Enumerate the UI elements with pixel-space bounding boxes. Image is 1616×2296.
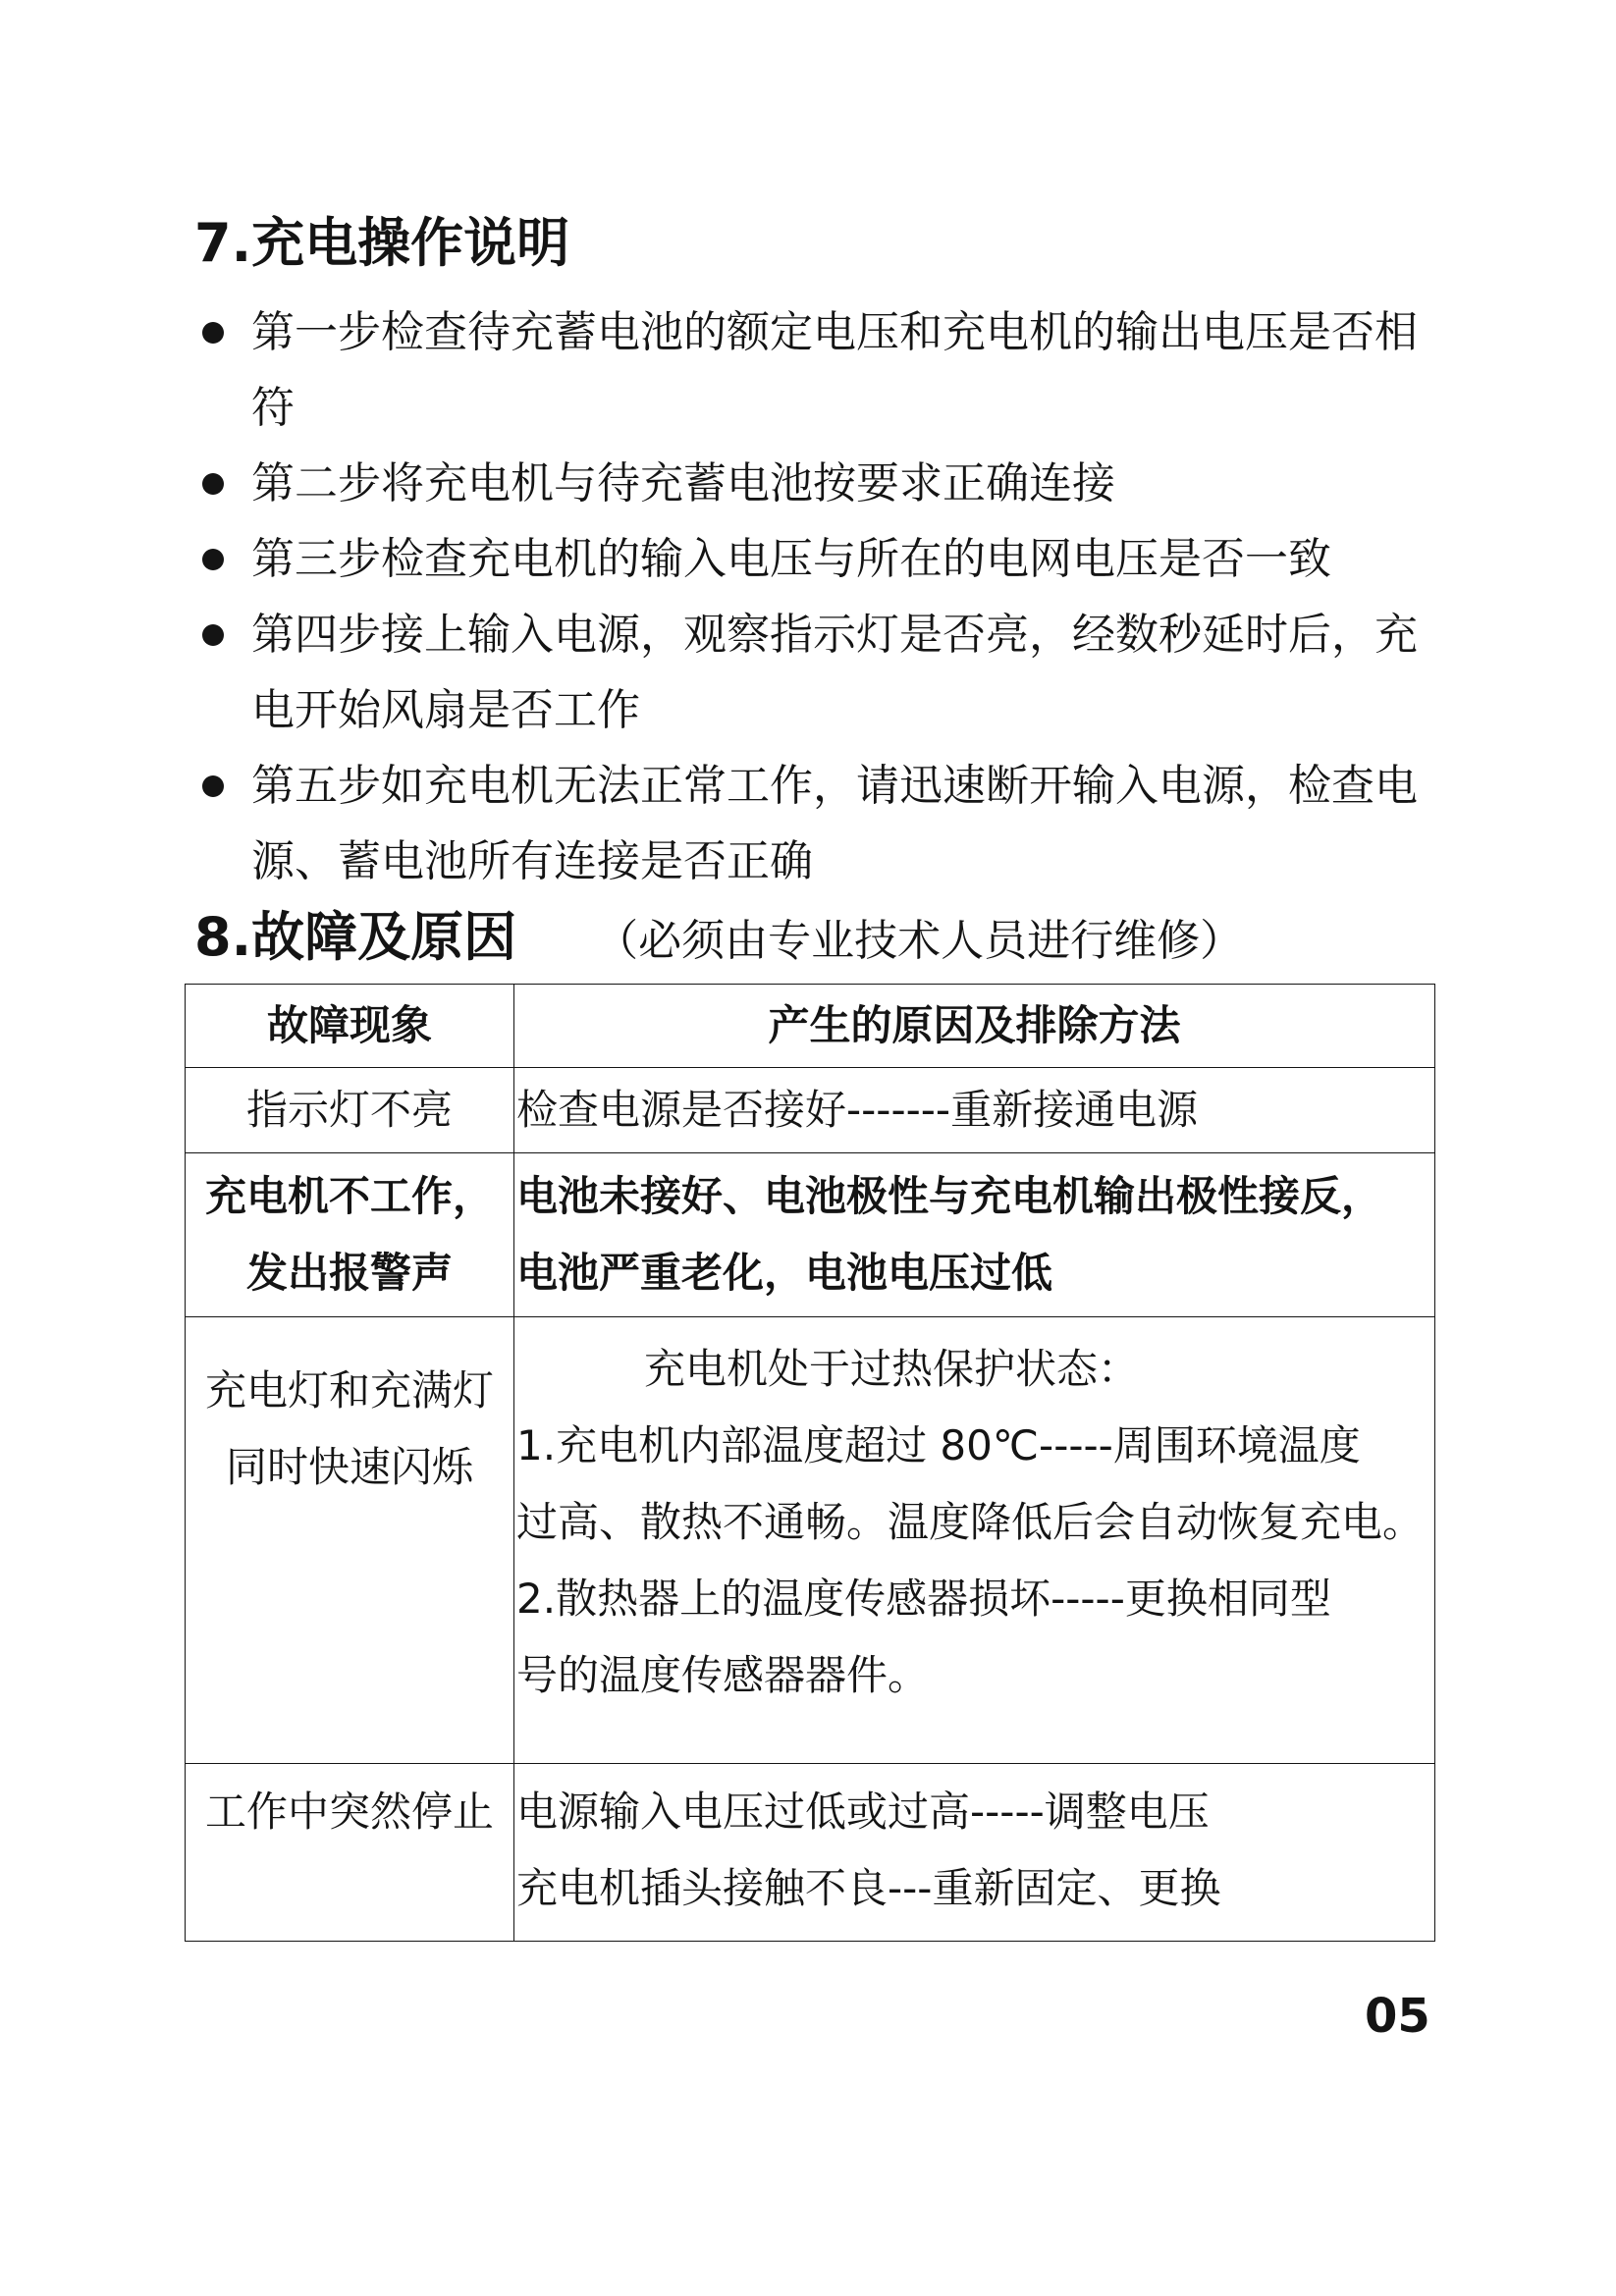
- symptom-line: 发出报警声: [245, 1249, 453, 1297]
- symptom-line: 指示灯不亮: [245, 1086, 453, 1134]
- step-text: 第一步检查待充蓄电池的额定电压和充电机的输出电压是否相符: [251, 307, 1418, 433]
- section-8-title: [194, 908, 1243, 971]
- section-8-note: （必须由专业技术人员进行维修）: [595, 916, 1244, 966]
- symptom-line: 充电灯和充满灯: [204, 1366, 494, 1415]
- table-row: [186, 1068, 1435, 1153]
- bullet-icon: [202, 624, 224, 646]
- list-item: [192, 294, 1459, 446]
- list-item: [192, 597, 1459, 748]
- section-8-title-text: 8.故障及原因: [194, 906, 517, 968]
- cause-cell: [514, 1153, 1435, 1317]
- section-7-title: 7.充电操作说明: [194, 212, 570, 274]
- page-number: 05: [1365, 1989, 1430, 2044]
- step-text: 第三步检查充电机的输入电压与所在的电网电压是否一致: [251, 534, 1331, 584]
- bullet-icon: [202, 775, 224, 797]
- cause-cell: [514, 1068, 1435, 1153]
- bullet-icon: [202, 322, 224, 344]
- symptom-cell: [186, 1153, 514, 1317]
- step-text: 第五步如充电机无法正常工作，请迅速断开输入电源，检查电源、蓄电池所有连接是否正确: [251, 761, 1418, 886]
- cause-cell: [514, 1317, 1435, 1764]
- symptom-line: 同时快速闪烁: [225, 1443, 473, 1491]
- table-row: [186, 1317, 1435, 1764]
- header-symptom: 故障现象: [186, 985, 514, 1068]
- bullet-icon: [202, 549, 224, 570]
- symptom-line: 工作中突然停止: [204, 1788, 494, 1836]
- cause-line: 2.散热器上的温度传感器损坏-----更换相同型: [516, 1575, 1331, 1623]
- list-item: [192, 748, 1459, 899]
- symptom-cell: [186, 1317, 514, 1764]
- cause-line: 电源输入电压过低或过高-----调整电压: [516, 1788, 1210, 1836]
- cause-line: 充电机处于过热保护状态：: [644, 1345, 1140, 1393]
- list-item: [192, 521, 1459, 597]
- cause-line: 电池严重老化，电池电压过低: [516, 1249, 1053, 1297]
- cause-line: 过高、散热不通畅。温度降低后会自动恢复充电。: [516, 1498, 1425, 1546]
- step-text: 第二步将充电机与待充蓄电池按要求正确连接: [251, 458, 1115, 508]
- symptom-cell: [186, 1764, 514, 1942]
- cause-line: 号的温度传感器器件。: [516, 1651, 930, 1699]
- cause-line: 检查电源是否接好-------重新接通电源: [516, 1086, 1199, 1134]
- bullet-icon: [202, 473, 224, 495]
- header-cause: 产生的原因及排除方法: [514, 985, 1435, 1068]
- fault-table: [185, 984, 1435, 1942]
- step-text: 第四步接上输入电源，观察指示灯是否亮，经数秒延时后，充电开始风扇是否工作: [251, 610, 1418, 735]
- charging-steps-list: [192, 294, 1459, 899]
- table-header-row: [186, 985, 1435, 1068]
- cause-cell: [514, 1764, 1435, 1942]
- table-row: [186, 1764, 1435, 1942]
- cause-line: 1.充电机内部温度超过 80℃-----周围环境温度: [516, 1421, 1361, 1469]
- cause-line: 电池未接好、电池极性与充电机输出极性接反，: [516, 1172, 1383, 1220]
- symptom-cell: [186, 1068, 514, 1153]
- cause-line: 充电机插头接触不良---重新固定、更换: [516, 1864, 1221, 1912]
- table-row: [186, 1153, 1435, 1317]
- list-item: [192, 446, 1459, 521]
- symptom-line: 充电机不工作，: [204, 1172, 494, 1220]
